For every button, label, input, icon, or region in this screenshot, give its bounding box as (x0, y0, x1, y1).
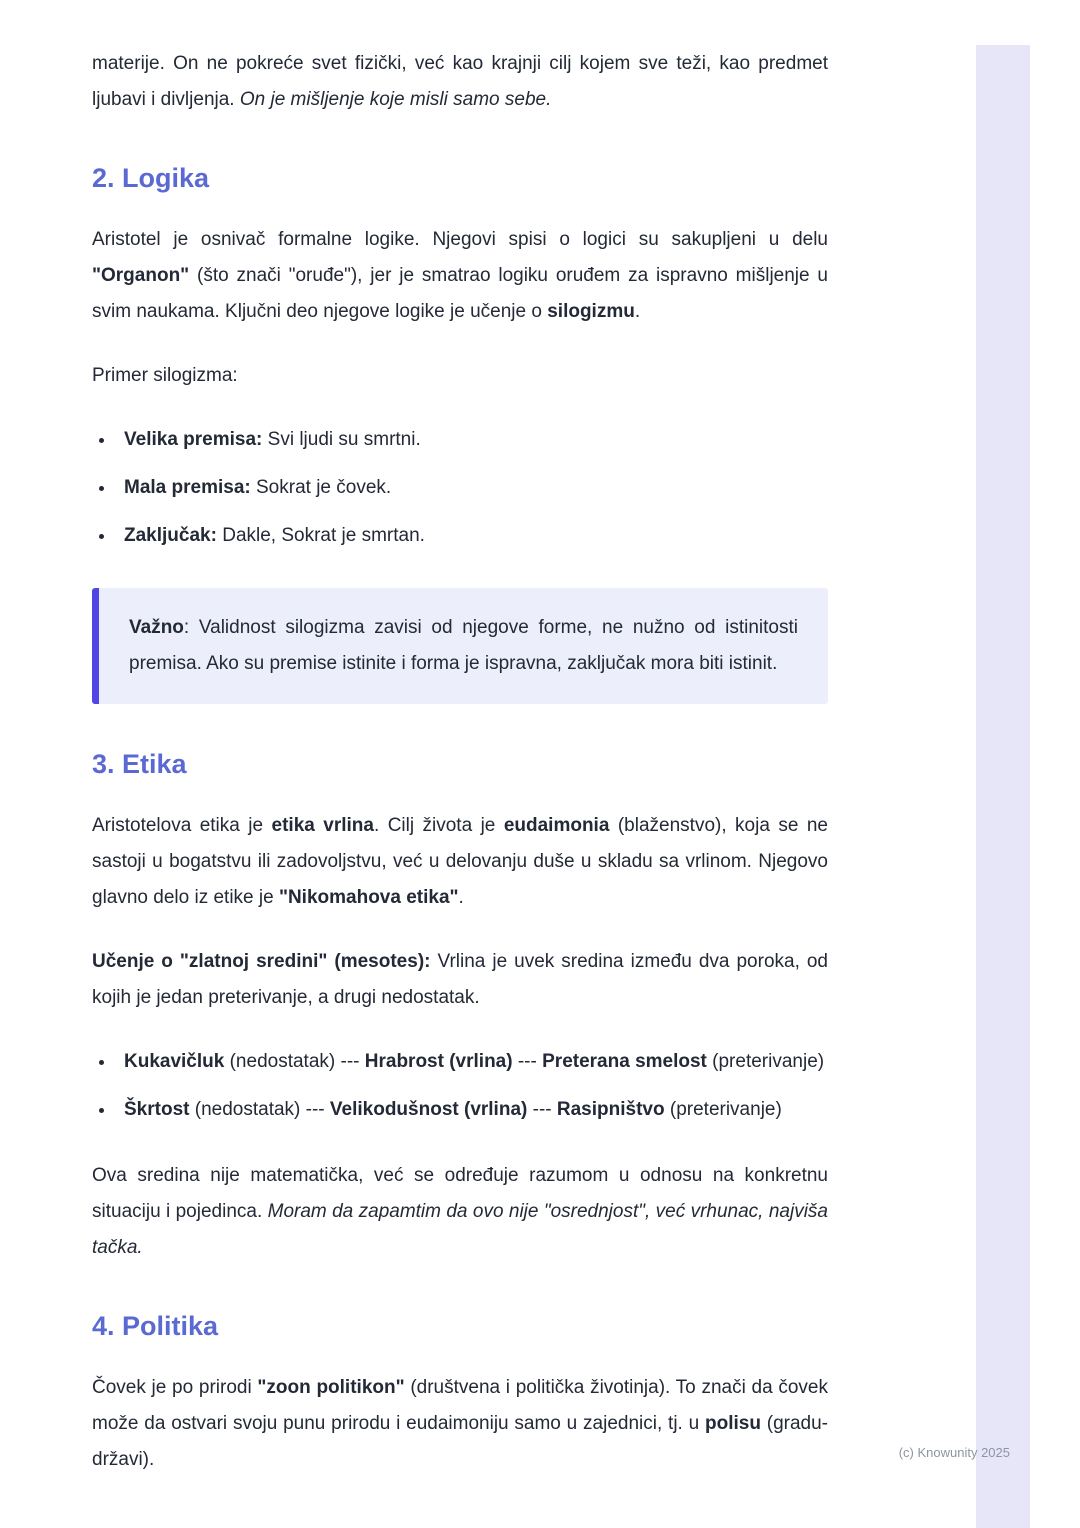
text-run: --- (527, 1099, 557, 1120)
text-run-bold: etika vrlina (271, 815, 374, 836)
text-run: (blaženstvo), koja se ne sastoji u bogatstvu ili zadovoljstvu, već u delovanju duše u skladu sa vrlinom. Njegovo glavno delo iz etike je (92, 815, 828, 908)
paragraph-politika (92, 1370, 828, 1478)
paragraph-sredina (92, 1158, 828, 1266)
list-item (116, 470, 828, 506)
list-item (116, 518, 828, 554)
text-run-bold: Kukavičluk (124, 1051, 225, 1072)
list-item (116, 422, 828, 458)
text-run: (nedostatak) --- (224, 1051, 365, 1072)
text-run-bold: "Organon" (92, 265, 190, 286)
text-run-bold: Zaključak: (124, 525, 217, 546)
text-run: . (458, 887, 464, 908)
bullet-list-mesotes (92, 1044, 828, 1128)
text-run: (što znači "oruđe"), jer je smatrao logiku oruđem za ispravno mišljenje u svim naukama. Ključni deo njegove logike je učenje o (92, 265, 828, 322)
text-run-bold: Važno (129, 617, 184, 638)
text-run: Ova sredina nije matematička, već se određuje razumom u odnosu na konkretnu situaciju i pojedinca. (92, 1165, 828, 1222)
heading-logika: 2. Logika (92, 163, 210, 193)
text-run-bold: Učenje o "zlatnoj sredini" (mesotes): (92, 951, 431, 972)
text-run: Sokrat je čovek. (250, 477, 392, 498)
text-run: (preterivanje) (706, 1051, 825, 1072)
heading-etika: 3. Etika (92, 749, 187, 779)
text-run: . Cilj života je (373, 815, 504, 836)
document-content (92, 46, 828, 1506)
text-run: (nedostatak) --- (189, 1099, 330, 1120)
text-run-bold: polisu (705, 1413, 761, 1434)
callout-vazno (92, 588, 828, 704)
text-run-bold: Velikodušnost (vrlina) (329, 1099, 528, 1120)
text-run: materije. On ne pokreće svet fizički, već kao krajnji cilj kojem sve teži, kao predmet ljubavi i divljenja. (92, 53, 828, 110)
text-run-bold: Mala premisa: (124, 477, 251, 498)
bullet-list-silogizam (92, 422, 828, 554)
text-run-bold: Velika premisa: (124, 429, 263, 450)
text-run: Aristotelova etika je (92, 815, 272, 836)
text-run-bold: eudaimonia (503, 815, 610, 836)
text-run-bold: silogizmu (547, 301, 635, 322)
text-run: Aristotel je osnivač formalne logike. Njegovi spisi o logici su sakupljeni u delu (92, 229, 828, 250)
watermark-copyright: (c) Knowunity 2025 (898, 1445, 1010, 1460)
paragraph-etika (92, 808, 828, 916)
callout-text (129, 610, 798, 682)
paragraph-primer: Primer silogizma: (92, 365, 238, 386)
text-run: . (634, 301, 641, 322)
side-strip (976, 45, 1030, 1528)
text-run: (preterivanje) (664, 1099, 782, 1120)
text-run-bold: "zoon politikon" (257, 1377, 405, 1398)
text-run: Vrlina je uvek sredina između dva poroka, od kojih je jedan preterivanje, a drugi nedostatak. (92, 951, 828, 1008)
text-run-bold: "Nikomahova etika" (278, 887, 459, 908)
paragraph-logika (92, 222, 828, 330)
text-run-italic: On je mišljenje koje misli samo sebe. (239, 89, 552, 110)
text-run-bold: Rasipništvo (556, 1099, 665, 1120)
paragraph-mesotes (92, 944, 828, 1016)
paragraph-intro (92, 46, 828, 118)
text-run: --- (512, 1051, 543, 1072)
list-item (116, 1092, 828, 1128)
text-run-bold: Škrtost (124, 1099, 190, 1120)
text-run: (gradu-državi). (92, 1413, 829, 1470)
list-item (116, 1044, 828, 1080)
text-run: Svi ljudi su smrtni. (262, 429, 421, 450)
text-run: Čovek je po prirodi (92, 1377, 258, 1398)
text-run-italic: Moram da zapamtim da ovo nije "osrednjost", već vrhunac, najviša tačka. (92, 1201, 828, 1258)
text-run-bold: Preterana smelost (542, 1051, 707, 1072)
text-run: Dakle, Sokrat je smrtan. (216, 525, 425, 546)
text-run: : Validnost silogizma zavisi od njegove forme, ne nužno od istinitosti premisa. Ako su premise istinite i forma je ispravna, zaključak mora biti istinit. (129, 617, 798, 674)
text-run: (društvena i politička životinja). To znači da čovek može da ostvari svoju punu prirodu i eudaimoniju samo u zajednici, tj. u (92, 1377, 828, 1434)
text-run-bold: Hrabrost (vrlina) (364, 1051, 513, 1072)
heading-politika: 4. Politika (92, 1311, 219, 1341)
